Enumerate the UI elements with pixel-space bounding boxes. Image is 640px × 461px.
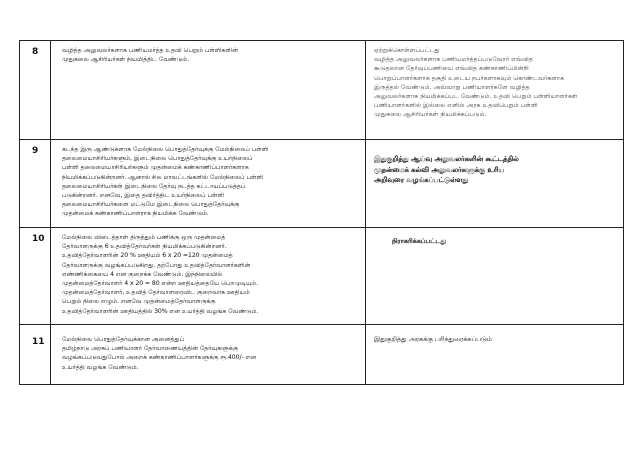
reply-text (374, 335, 614, 344)
demand-line: தலைமையாசிரியர்கள் இடைநிலை தேர்வு நடத்த கட்டாயப்படுத்தப் (62, 182, 246, 190)
demand-line: தலைமையாசிரியர்களும், இடைநிலை பொதுத்தேர்வுக்கு உயர்நிலைப் (62, 155, 253, 163)
demand-line: உதவித்தேர்வாளரின் 20 % ஊதியம் 6 x 20 =120 முதன்மைத் (62, 252, 233, 260)
row-number: 11 (32, 337, 45, 347)
reply-line: ஏற்றுக்கொள்ளப்பட்டது (374, 47, 440, 54)
demand-text (62, 46, 360, 64)
reply-text (374, 46, 614, 120)
demand-line: பள்ளி தலைமையாசிரியர்களும் முதன்மைக் கண்காணிப்பாளர்களாக (62, 164, 249, 172)
demand-line: மேல்நிலை விடைத்தாள் திருத்தும் பணிக்கு ஒரு முதன்மைத் (62, 234, 226, 241)
demand-text (62, 335, 360, 372)
reply-text (374, 154, 614, 186)
reply-line: பொறுப்பாளர்களாக தகுதி உடைய நபர்களாகவும் கொண்டவர்களாக (374, 74, 565, 82)
demand-line: முதன்மைத்தேர்வாளர், உதவித் தேர்வாளரைவிட குறைவாக ஊதியம் (62, 289, 250, 297)
demand-text (62, 233, 360, 316)
demand-line: உதவித்தேர்வாளரின் ஊதியத்தில் 30% என உயர்த்தி வழங்க வேண்டும். (62, 307, 259, 315)
demand-line: மேல்நிலை பொதுத்தேர்வுக்கான அனைத்துப் (62, 336, 185, 343)
reply-line: அறிவுரை வழங்கப்பட்டுள்ளது (374, 176, 469, 184)
table-row (20, 325, 623, 386)
reply-line: பணியாளர்களில் இல்லை எனில் அரசு உதவிபெறும் பள்ளி (374, 102, 538, 110)
reply-line: இருத்தல் வேண்டும். அவ்வாறு பணியாளர்களே வழித்த (374, 83, 530, 91)
demand-line: கடந்த இரு ஆண்டுகளாக மேல்நிலை பொதுத்தேர்வுக்கு மேல்நிலைப் பள்ளி (62, 146, 269, 153)
table-row (20, 41, 623, 140)
table-row (20, 228, 623, 325)
row-number: 8 (32, 47, 39, 57)
demand-line: வழித்த அலுவலர்களாக பணியமர்த்த உதவி பெறும் பள்ளிகளின் (62, 47, 239, 54)
demand-line: தமிழ்நாடு அரசுப் பணியாளர் தேர்வாணையத்தின் தேர்வுகளுக்கு (62, 345, 239, 353)
reply-line: முதுகலை ஆசிரியர்கள் நியமிக்கப்படும். (374, 111, 487, 119)
row-number: 10 (32, 234, 45, 244)
demand-text (62, 145, 360, 219)
demand-line: முதன்மைக் கண்காணிப்பாளராக நியமிக்க வேண்டும். (62, 210, 209, 218)
demand-line: முதுகலை ஆசிரியர்கள் நியமித்திட வேண்டும். (62, 56, 189, 64)
reply-line: அலுவலர்களாக நியமிக்கப்பட வேண்டும். உதவி பெறும் பள்ளியாளர்கள் (374, 93, 578, 101)
table-row (20, 140, 623, 228)
reply-line: முதன்மைக் கல்வி அலுவலர்களுக்கு உரிய (374, 165, 505, 174)
demand-line: படுகின்றனர். எனவே, இதை தவிர்த்திட உயர்நிலைப் பள்ளி (62, 192, 225, 200)
demand-line: தேர்வாளருக்கு 6 உதவித்தேர்வர்கள் நியமிக்கப்படுகின்றனர். (62, 243, 227, 251)
reply-line: இதுகுறித்து அரசுக்கு பரிந்துரைக்கப்படும் (374, 335, 492, 343)
demand-line: தலைமையாசிரியர்களை மட்டுமே இடைநிலை பொதுத்தேர்வுக்கு (62, 201, 240, 209)
reply-line: இதுகுறித்து ஆய்வு அலுவலர்களின் கூட்டத்தில் (374, 155, 519, 163)
demand-line: தேர்வாளருக்கு வழங்கப்படுகிறது. தற்போது உதவித்தேர்வாளர்களின் (62, 261, 251, 269)
reply-line: நிராகரிக்கப்பட்டது (392, 237, 447, 245)
reply-line: கூடுதலான தேர்வுப்பணியை எவ்வித கண்காணிப்பின்றி (374, 65, 529, 73)
demand-line: பெறும் நிலை எழும். எனவே முதன்மைத்தேர்வாளருக்கு (62, 298, 216, 306)
reply-line: வழித்த அலுவலர்களாக பணியமர்த்தப்படுவோர் எவ்வித (374, 56, 533, 64)
resolutions-table (19, 40, 624, 385)
reply-text (392, 237, 632, 246)
demand-line: முதன்மைத்தேர்வாளர் 4 x 20 = 80 என்ற ஊதியத்தையே பெறமுடியும். (62, 280, 259, 288)
demand-line: உயர்த்தி வழங்க வேண்டும். (62, 363, 139, 371)
demand-line: வழங்கப்படுவதுபோல் அறைக் கண்காணிப்பாளர்களுக்கு ரூ.400/- என (62, 354, 257, 362)
row-number: 9 (32, 146, 39, 156)
demand-line: எண்ணிக்கையை 4 என குறைக்க வேண்டும். இந்நிலையில் (62, 270, 223, 278)
demand-line: நியமிக்கப்படுகின்றனர். ஆனால் சில மாவட்டங்களில் மேல்நிலைப் பள்ளி (62, 173, 264, 181)
